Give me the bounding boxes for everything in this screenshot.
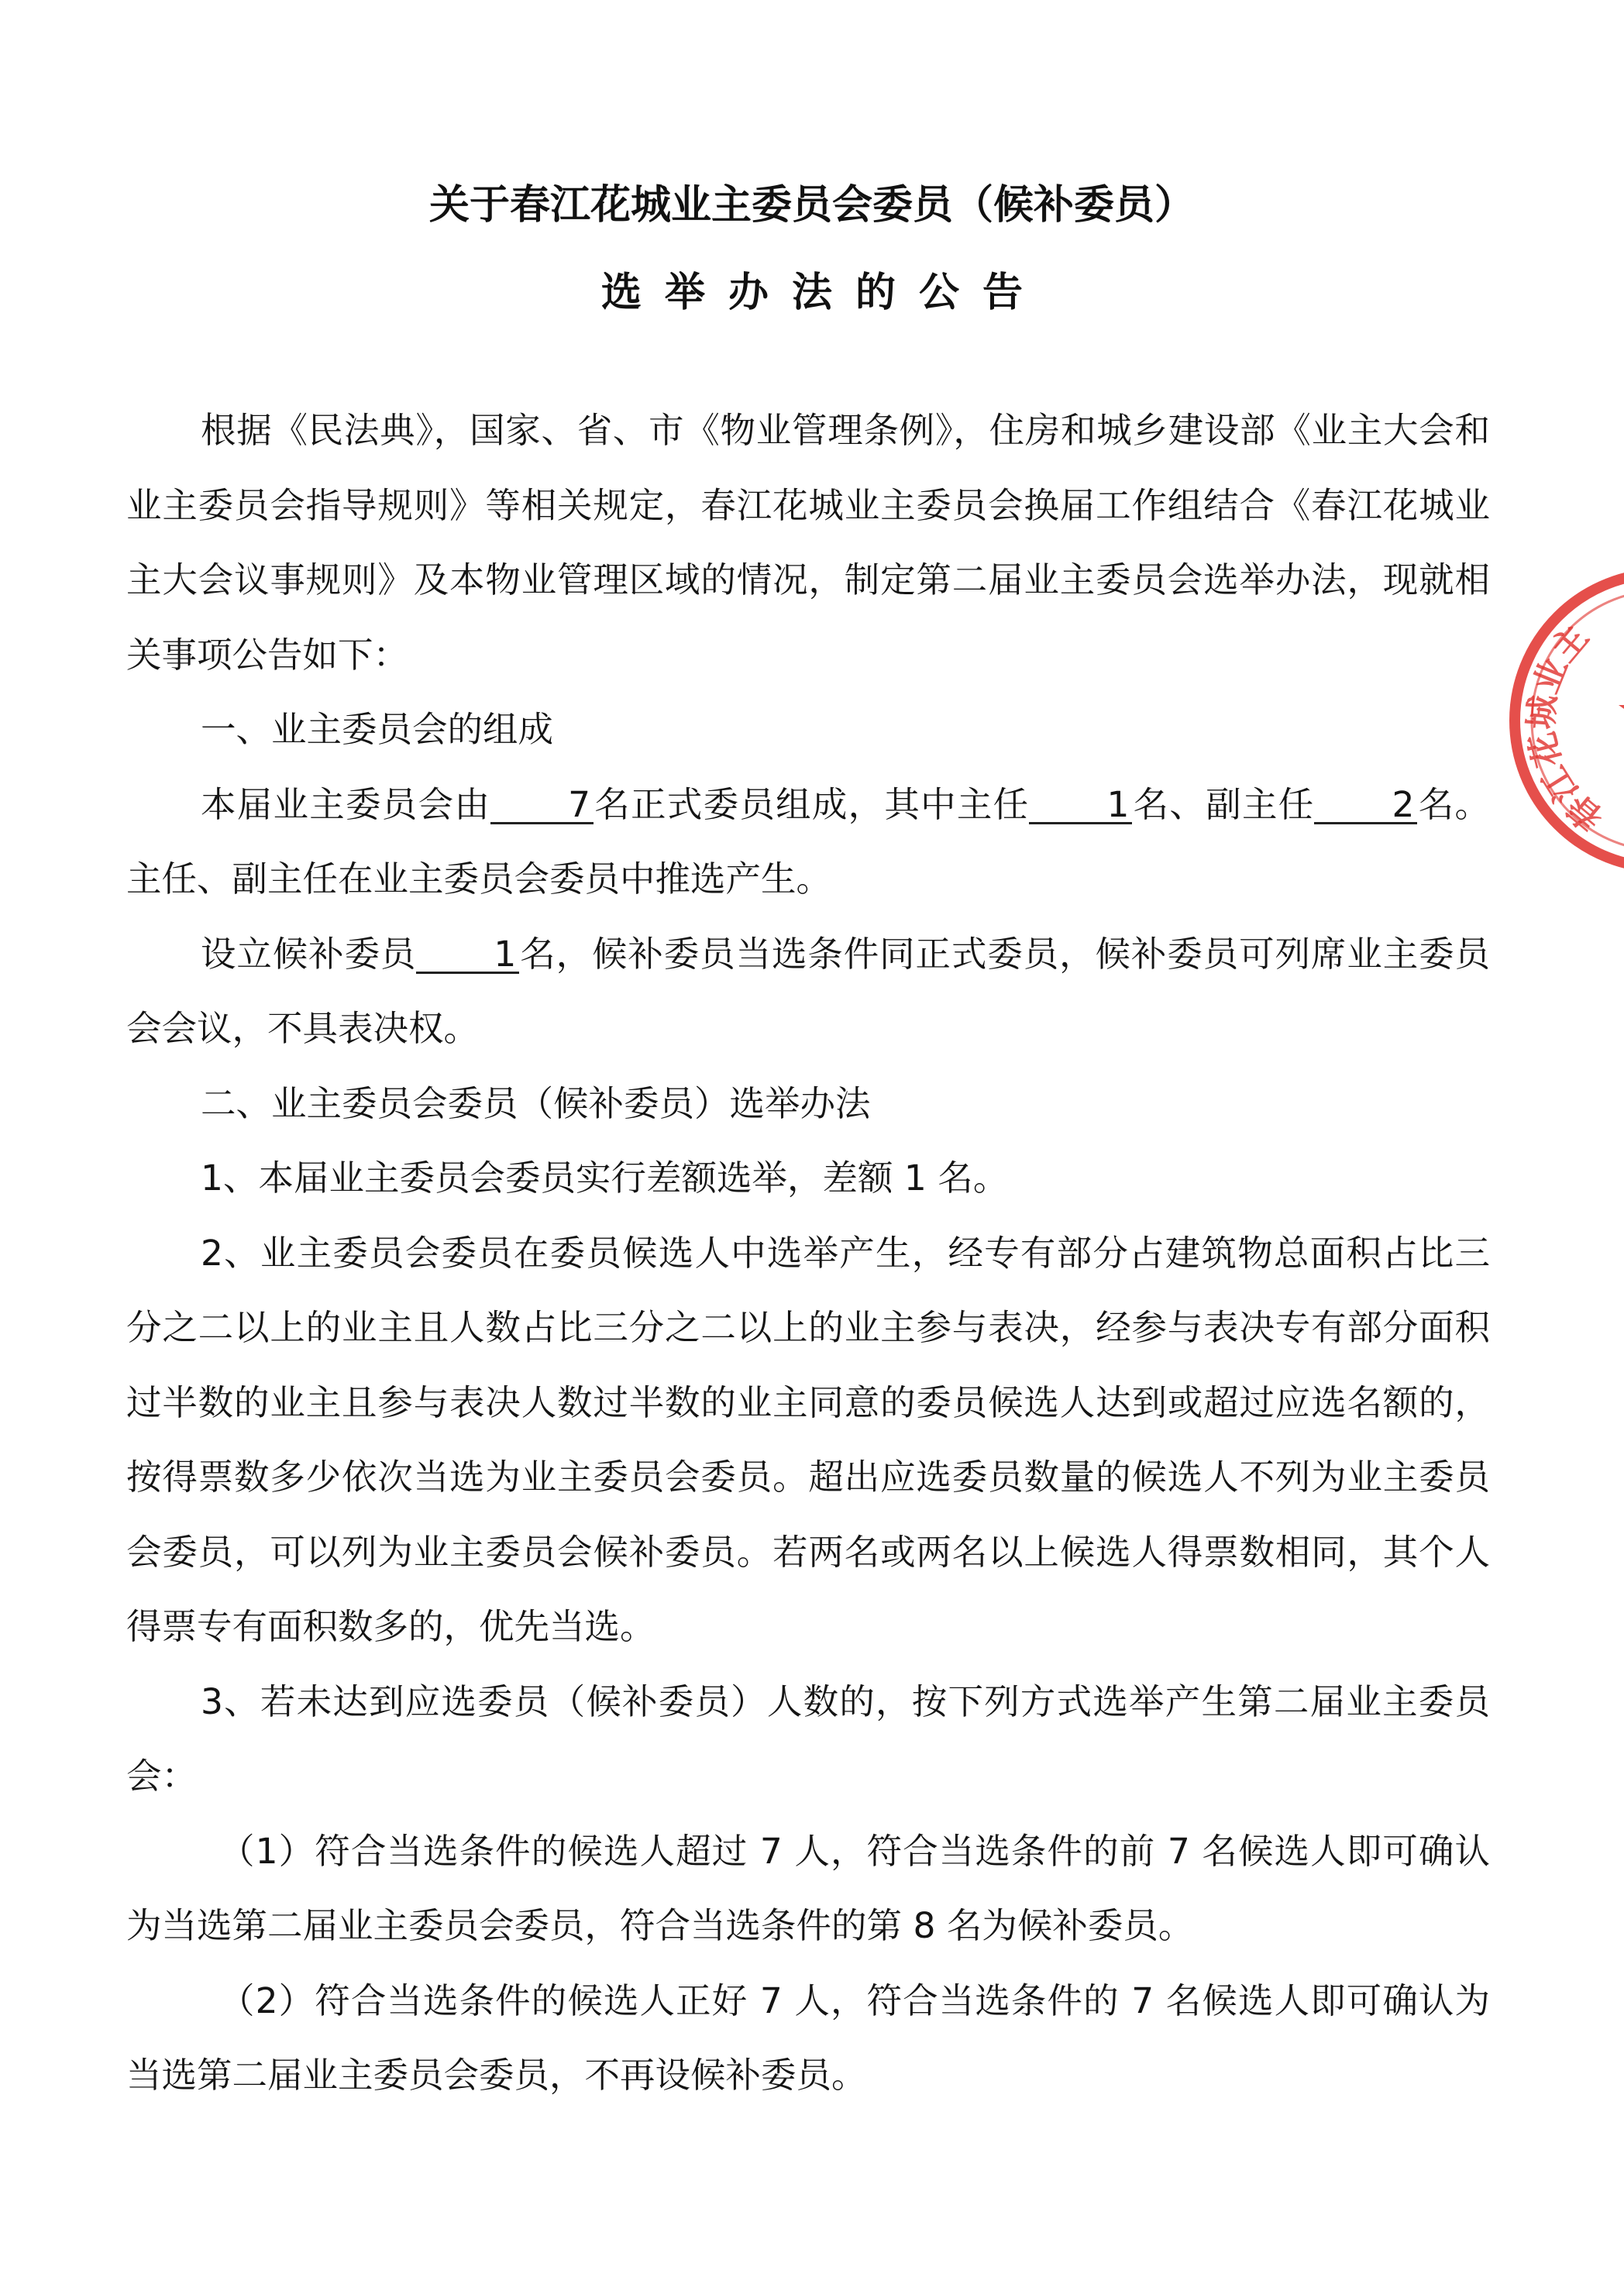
official-seal-stamp xyxy=(1499,558,1624,883)
alternate-count-value: 1 xyxy=(416,937,519,975)
s1-p1-part-d: 名。主任、副主任在业主委员会委员中推选产生。 xyxy=(126,783,1490,899)
intro-paragraph: 根据《民法典》，国家、省、市《物业管理条例》，住房和城乡建设部《业主大会和业主委员会指导规则》等相关规定，春江花城业主委员会换届工作组结合《春江花城业主大会议事规则》及本物业管理区域的情况，制定第二届业主委员会选举办法，现就相关事项公告如下： xyxy=(126,410,1490,676)
document-title-line2: 选举办法的公告 xyxy=(600,270,1046,316)
rule-item-1: 1、本届业主委员会委员实行差额选举，差额 1 名。 xyxy=(201,1157,1009,1199)
s1-p2-part-b: 名，候补委员当选条件同正式委员，候补委员可列席业主委员会会议，不具表决权。 xyxy=(126,933,1490,1049)
section2-heading: 二、业主委员会委员（候补委员）选举办法 xyxy=(201,1082,871,1124)
s1-p1-part-b: 名正式委员组成，其中主任 xyxy=(594,783,1030,825)
member-count-value: 7 xyxy=(490,787,594,825)
s1-p2-part-a: 设立候补委员 xyxy=(201,933,417,975)
rule-item-3: 3、若未达到应选委员（候补委员）人数的，按下列方式选举产生第二届业主委员会： xyxy=(126,1680,1490,1797)
s1-p1-part-c: 名、副主任 xyxy=(1132,783,1315,825)
director-count-value: 1 xyxy=(1029,787,1132,825)
section1-paragraph1 xyxy=(126,768,1490,917)
section1-heading: 一、业主委员会的组成 xyxy=(201,709,554,750)
document-body xyxy=(126,394,1490,2114)
rule-subitem-2: （2）符合当选条件的候选人正好 7 人，符合当选条件的 7 名候选人即可确认为当选第二届业主委员会委员，不再设候补委员。 xyxy=(126,1980,1490,2096)
s1-p1-part-a: 本届业主委员会由 xyxy=(201,783,491,825)
rule-subitem-1: （1）符合当选条件的候选人超过 7 人，符合当选条件的前 7 名候选人即可确认为当选第二届业主委员会委员，符合当选条件的第 8 名为候补委员。 xyxy=(126,1830,1490,1946)
seal-text: 春江花城业主 xyxy=(1521,617,1612,839)
document-title-line1: 关于春江花城业主委员会委员（候补委员） xyxy=(428,182,1195,229)
section1-paragraph2 xyxy=(126,917,1490,1067)
deputy-count-value: 2 xyxy=(1314,787,1417,825)
rule-item-2: 2、业主委员会委员在委员候选人中选举产生，经专有部分占建筑物总面积占比三分之二以上的业主且人数占比三分之二以上的业主参与表决，经参与表决专有部分面积过半数的业主且参与表决人数过半数的业主同意的委员候选人达到或超过应选名额的，按得票数多少依次当选为业主委员会委员。超出应选委员数量的候选人不列为业主委员会委员，可以列为业主委员会候补委员。若两名或两名以上候选人得票数相同，其个人得票专有面积数多的，优先当选。 xyxy=(126,1232,1490,1647)
